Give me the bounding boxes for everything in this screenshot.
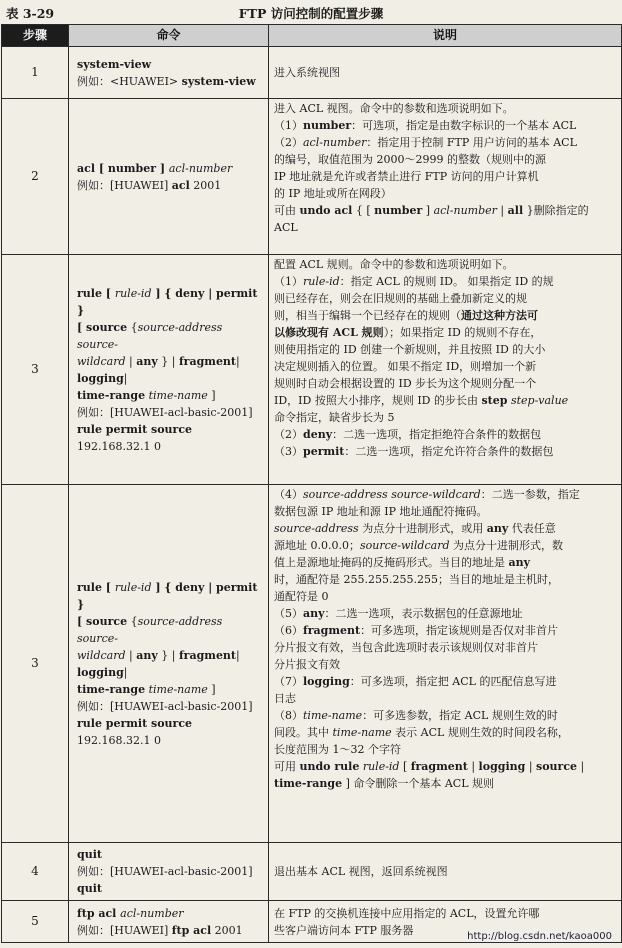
text-run: rule permit source [77, 422, 193, 436]
text-run: } | [157, 354, 179, 368]
text-line [274, 426, 616, 443]
text-run: fragment [178, 648, 237, 662]
text-run: ftp acl [171, 923, 212, 937]
text-line [77, 863, 262, 880]
text-run: ）；如果指定 ID 的规则不存在， [383, 326, 542, 339]
text-line [274, 358, 616, 375]
text-line [274, 863, 616, 880]
text-run: 通配符是 0 [274, 590, 329, 603]
text-run: 在 FTP 的交换机连接中应用指定的 ACL，设置允许哪 [274, 906, 540, 920]
text-line [274, 134, 616, 151]
text-run: ：可选项，指定是由数字标识的一个基本 ACL [351, 119, 577, 132]
text-run: 例如：[HUAWEI-acl-basic-2001] [77, 699, 253, 713]
watermark-url: http://blog.csdn.net/kaoa000 [467, 931, 612, 942]
text-line [274, 605, 616, 622]
text-run: ACL [274, 221, 298, 234]
text-run: fragment [303, 624, 361, 637]
text-run: time-range [77, 682, 146, 696]
table-header-row [2, 25, 622, 47]
text-run: any [136, 648, 158, 662]
text-run: any [136, 354, 158, 368]
text-run: time-range [274, 777, 343, 790]
text-run: 的 IP 地址或所在网段） [274, 187, 392, 200]
text-run: 进入系统视图 [274, 66, 340, 79]
text-line [274, 273, 616, 290]
text-line [77, 681, 262, 698]
text-run: 命令指定，缺省步长为 5 [274, 411, 395, 424]
text-run: deny [175, 580, 205, 594]
text-run: step [481, 394, 508, 407]
text-run: source [86, 320, 128, 334]
text-run: system-view [181, 74, 256, 88]
table-number: 表 3-29 [6, 6, 55, 21]
text-run: 决定规则插入的位置。 如果不指定 ID，则增加一个新 [274, 360, 537, 373]
text-run: { [127, 614, 138, 628]
text-line [274, 100, 616, 117]
text-run: ：二选一选项，指定拒绝符合条件的数据包 [332, 428, 542, 441]
text-line [274, 673, 616, 690]
text-line [77, 73, 262, 90]
text-run: ] [156, 161, 169, 175]
text-run: | [125, 648, 137, 662]
text-line [274, 168, 616, 185]
text-run: | [496, 204, 508, 217]
text-run: | [204, 286, 217, 300]
text-line [77, 387, 262, 404]
text-run: 时，通配符是 255.255.255.255；当目的地址是主机时， [274, 573, 559, 586]
text-run: ] [207, 682, 216, 696]
text-run: （5） [274, 607, 303, 620]
text-run: rule-id [362, 760, 400, 773]
command-cell [69, 843, 269, 901]
text-run: 源地址 0.0.0.0； [274, 539, 360, 552]
text-run: | [467, 760, 479, 773]
text-run: ] [422, 204, 434, 217]
text-run: （6） [274, 624, 303, 637]
text-run: acl [171, 178, 190, 192]
text-line [77, 319, 262, 353]
text-line [274, 554, 616, 571]
text-run: ] 命令删除一个基本 ACL 规则 [342, 777, 495, 790]
text-run: | [125, 354, 137, 368]
text-run: quit [77, 848, 102, 861]
text-run: 例如：[HUAWEI] [77, 923, 172, 937]
text-run: wildcard [77, 648, 126, 662]
text-run: deny [303, 428, 333, 441]
text-run: source [86, 614, 128, 628]
text-run: | [123, 665, 128, 679]
text-line [274, 219, 616, 236]
text-run: | [236, 354, 240, 368]
text-line [274, 622, 616, 639]
text-line [274, 341, 616, 358]
text-run: permit [303, 445, 345, 458]
text-run: } [77, 597, 85, 611]
text-run: 则，相当于编辑一个已经存在的规则（ [274, 309, 461, 322]
text-run: （3） [274, 445, 303, 458]
text-run: ftp acl [77, 906, 121, 920]
text-line [77, 846, 262, 863]
text-line [274, 64, 616, 81]
text-run: } [77, 303, 85, 317]
command-cell [69, 47, 269, 99]
table-title: FTP 访问控制的配置步骤 [238, 6, 384, 21]
step-number: 2 [2, 99, 69, 255]
command-cell [69, 255, 269, 485]
text-run: 分片报文有效 [274, 658, 340, 671]
text-run: 为点分十进制形式，或用 [358, 522, 487, 535]
text-line [274, 537, 616, 554]
text-run: any [486, 522, 509, 535]
text-line [274, 375, 616, 392]
text-run: rule-id [114, 580, 152, 594]
text-line [77, 404, 262, 421]
text-run: ：二选一选项，指定允许符合条件的数据包 [344, 445, 554, 458]
step-number: 1 [2, 47, 69, 99]
text-run: time-range [77, 388, 146, 402]
text-run: 为点分十进制形式，数 [449, 539, 563, 552]
text-run: 长度范围为 1～32 个字符 [274, 743, 401, 756]
table-row [2, 47, 622, 99]
text-run: acl-number [303, 136, 367, 149]
step-number: 5 [2, 901, 69, 943]
text-run: }删除指定的 [523, 204, 589, 217]
text-run: IP 地址就是允许或者禁止进行 FTP 访问的用户计算机 [274, 170, 539, 183]
text-line [274, 443, 616, 460]
text-line [274, 290, 616, 307]
text-run: logging [77, 371, 124, 385]
text-line [77, 698, 262, 715]
text-run: ：二选一参数，指定 [480, 488, 580, 501]
table-caption [6, 4, 616, 22]
text-run: any [303, 607, 325, 620]
text-run: 通过这种方法可 [461, 309, 538, 322]
text-line [274, 256, 616, 273]
text-run: 分片报文有效，当包含此选项时表示该规则仅对非首片 [274, 641, 538, 654]
text-line [274, 392, 616, 409]
text-run: wildcard [77, 354, 126, 368]
text-run: 数据包源 IP 地址和源 IP 地址通配符掩码。 [274, 505, 488, 518]
text-line [274, 324, 616, 341]
text-run: number [303, 119, 352, 132]
text-run: number [374, 204, 423, 217]
text-line [274, 409, 616, 426]
step-number: 3 [2, 255, 69, 485]
text-run: 2001 [211, 923, 243, 937]
text-run: ] [207, 388, 216, 402]
text-run: step-value [510, 394, 569, 407]
text-run: 日志 [274, 692, 296, 705]
table-row [2, 843, 622, 901]
text-line [274, 486, 616, 503]
text-run: logging [303, 675, 350, 688]
command-cell [69, 901, 269, 943]
text-run: source-address [274, 522, 359, 535]
text-run: acl [ [77, 161, 108, 175]
table-row [2, 255, 622, 485]
description-cell [269, 843, 622, 901]
text-run: 可用 [274, 760, 300, 773]
text-run: （2） [274, 136, 303, 149]
text-run: ：可多选参数，指定 ACL 规则生效的时 [362, 709, 558, 722]
text-run: source-address source-wildcard [303, 488, 481, 501]
text-run: ：指定用于控制 FTP 用户访问的基本 ACL [366, 136, 577, 149]
text-run: 192.168.32.1 0 [77, 439, 161, 453]
text-line [77, 56, 262, 73]
text-line [77, 160, 262, 177]
text-line [77, 177, 262, 194]
text-run: deny [175, 286, 205, 300]
text-line [77, 353, 262, 387]
text-line [77, 421, 262, 455]
text-line [274, 520, 616, 537]
text-line [77, 613, 262, 647]
text-run: 则已经存在，则会在旧规则的基础上叠加新定义的规 [274, 292, 527, 305]
text-line [274, 503, 616, 520]
text-run: source-address source- [77, 614, 223, 645]
text-run: 表示 ACL 规则生效的时间段名称， [391, 726, 569, 739]
text-run: quit [77, 882, 102, 895]
text-run: acl-number [433, 204, 497, 217]
text-line [274, 588, 616, 605]
text-line [274, 151, 616, 168]
text-run: ] { [151, 286, 176, 300]
text-run: undo rule [299, 760, 360, 773]
text-run: source [536, 760, 578, 773]
text-run: ：可多选项，指定把 ACL 的匹配信息写进 [349, 675, 557, 688]
text-run: logging [77, 665, 124, 679]
text-run: 些客户端访问本 FTP 服务器 [274, 923, 414, 937]
text-line [77, 880, 262, 897]
text-run: 的编号，取值范围为 2000～2999 的整数（规则中的源 [274, 153, 546, 166]
text-run: rule [ [77, 286, 115, 300]
text-run: ID，ID 按照大小排序，规则 ID 的步长由 [274, 394, 482, 407]
text-run: { [127, 320, 138, 334]
text-run: 例如：<HUAWEI> [77, 74, 182, 88]
text-run: time-name [303, 709, 363, 722]
text-run: [ [77, 320, 87, 334]
text-line [274, 724, 616, 741]
text-line [274, 117, 616, 134]
text-run: | [577, 760, 585, 773]
step-number: 3 [2, 485, 69, 843]
description-cell [269, 47, 622, 99]
description-cell [269, 99, 622, 255]
text-line [274, 185, 616, 202]
text-line [77, 647, 262, 681]
text-run: 退出基本 ACL 视图，返回系统视图 [274, 865, 448, 878]
text-run: 进入 ACL 视图。命令中的参数和选项说明如下。 [274, 102, 514, 115]
text-run: rule [ [77, 580, 115, 594]
text-line [77, 715, 262, 749]
text-run: fragment [410, 760, 468, 773]
text-run: ：二选一选项，表示数据包的任意源地址 [324, 607, 523, 620]
text-run: time-name [332, 726, 392, 739]
text-run: any [508, 556, 531, 569]
text-run: 规则时自动会根据设置的 ID 步长为这个规则分配一个 [274, 377, 537, 390]
text-run: ：可多选项，指定该规则是否仅对非首片 [360, 624, 559, 637]
text-run: undo acl [299, 204, 353, 217]
text-run: | [123, 371, 128, 385]
text-run: 2001 [189, 178, 222, 192]
description-cell [269, 255, 622, 485]
text-run: acl-number [168, 161, 233, 175]
text-run: | [204, 580, 217, 594]
text-run: 例如：[HUAWEI-acl-basic-2001] [77, 405, 253, 419]
text-run: number [107, 161, 156, 175]
text-run: 则使用指定的 ID 创建一个新规则，并且按照 ID 的大小 [274, 343, 546, 356]
text-run: rule permit source [77, 716, 193, 730]
text-run: } | [157, 648, 179, 662]
text-run: system-view [77, 57, 152, 71]
description-cell [269, 485, 622, 843]
command-cell [69, 99, 269, 255]
text-run: 192.168.32.1 0 [77, 733, 161, 747]
command-cell [69, 485, 269, 843]
text-run: （1） [274, 119, 303, 132]
header-description: 说明 [269, 25, 622, 47]
text-run: ] { [151, 580, 176, 594]
text-run: 例如：[HUAWEI] [77, 178, 172, 192]
table-row [2, 99, 622, 255]
text-line [274, 307, 616, 324]
text-line [77, 905, 262, 922]
text-run: 间段。其中 [274, 726, 333, 739]
text-line [77, 285, 262, 319]
text-run: time-name [148, 682, 208, 696]
text-line [274, 656, 616, 673]
text-run: （4） [274, 488, 303, 501]
text-run: | [236, 648, 240, 662]
text-run: （1） [274, 275, 303, 288]
text-line [274, 741, 616, 758]
table-row [2, 485, 622, 843]
text-run: 以修改现有 ACL 规则 [274, 326, 384, 339]
text-run: { [ [352, 204, 375, 217]
text-run: time-name [148, 388, 208, 402]
text-line [274, 639, 616, 656]
text-run: | [525, 760, 537, 773]
text-line [274, 571, 616, 588]
text-run: permit [216, 580, 258, 594]
text-line [274, 758, 616, 775]
text-run: fragment [178, 354, 237, 368]
step-number: 4 [2, 843, 69, 901]
text-line [274, 202, 616, 219]
text-run: （2） [274, 428, 303, 441]
text-run: 例如：[HUAWEI-acl-basic-2001] [77, 865, 253, 878]
text-run: （7） [274, 675, 303, 688]
header-step: 步骤 [2, 25, 69, 47]
text-run: 值上是源地址掩码的反掩码形式。当目的地址是 [274, 556, 509, 569]
text-run: [ [399, 760, 411, 773]
text-line [77, 922, 262, 939]
text-line [274, 775, 616, 792]
text-run: 可由 [274, 204, 300, 217]
text-run: （8） [274, 709, 303, 722]
text-run: 配置 ACL 规则。命令中的参数和选项说明如下。 [274, 258, 514, 271]
text-run: permit [216, 286, 258, 300]
text-run: all [507, 204, 524, 217]
config-steps-table [1, 24, 622, 943]
text-run: logging [478, 760, 526, 773]
text-line [77, 579, 262, 613]
text-run: source-wildcard [359, 539, 450, 552]
header-command: 命令 [69, 25, 269, 47]
text-run: [ [77, 614, 87, 628]
text-run: acl-number [120, 906, 184, 920]
text-run: rule-id [303, 275, 340, 288]
text-line [274, 690, 616, 707]
text-line [274, 905, 616, 922]
text-run: 代表任意 [508, 522, 556, 535]
text-line [274, 707, 616, 724]
text-run: ：指定 ACL 的规则 ID。 如果指定 ID 的规 [339, 275, 554, 288]
text-run: source-address source- [77, 320, 223, 351]
text-run: rule-id [114, 286, 152, 300]
